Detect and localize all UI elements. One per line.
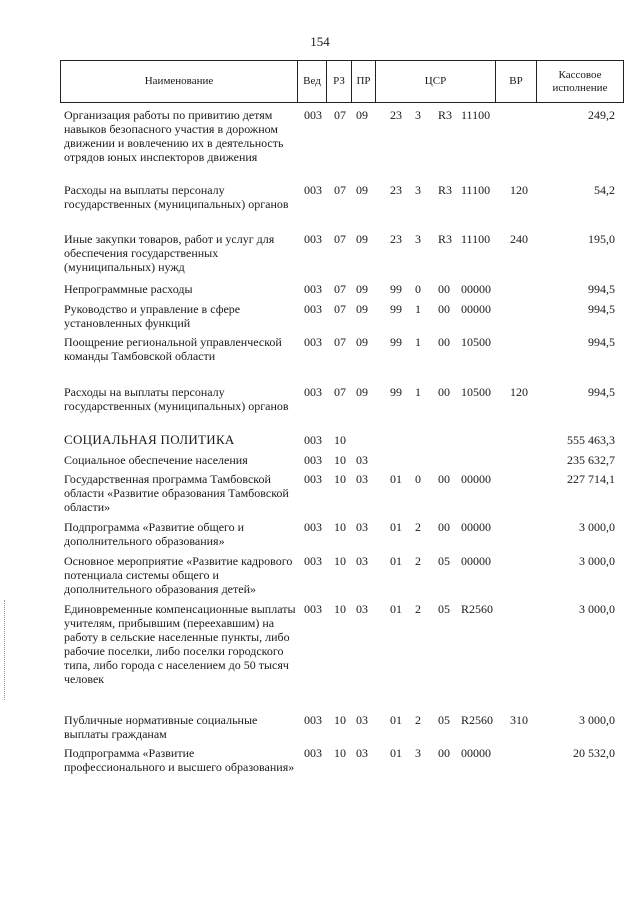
row-rz: 07 bbox=[334, 183, 346, 197]
row-n: 11100 bbox=[461, 183, 491, 197]
row-n: 00000 bbox=[461, 554, 491, 568]
row-amount: 3 000,0 bbox=[579, 713, 615, 727]
row-s: 2 bbox=[415, 520, 421, 534]
row-rz: 07 bbox=[334, 335, 346, 349]
row-pr: 09 bbox=[356, 282, 368, 296]
row-ved: 003 bbox=[304, 282, 322, 296]
row-p: 01 bbox=[390, 746, 402, 760]
row-pr: 09 bbox=[356, 232, 368, 246]
row-p: 01 bbox=[390, 472, 402, 486]
row-s: 1 bbox=[415, 302, 421, 316]
row-o: 00 bbox=[438, 335, 450, 349]
row-s: 0 bbox=[415, 472, 421, 486]
row-vr: 310 bbox=[510, 713, 528, 727]
row-amount: 235 632,7 bbox=[567, 453, 615, 467]
row-name: Публичные нормативные социальные выплаты гражданам bbox=[64, 713, 258, 741]
row-p: 99 bbox=[390, 335, 402, 349]
row-name: Основное мероприятие «Развитие кадрового потенциала системы общего и дополнительного образования детей» bbox=[64, 554, 293, 596]
row-rz: 10 bbox=[334, 713, 346, 727]
row-vr: 120 bbox=[510, 385, 528, 399]
row-o: 05 bbox=[438, 713, 450, 727]
page-number: 154 bbox=[310, 34, 330, 49]
row-ved: 003 bbox=[304, 232, 322, 246]
row-amount: 3 000,0 bbox=[579, 602, 615, 616]
row-o: R3 bbox=[438, 183, 453, 197]
row-rz: 10 bbox=[334, 746, 346, 760]
row-name: Поощрение региональной управленческой команды Тамбовской области bbox=[64, 335, 282, 363]
row-n: 00000 bbox=[461, 282, 491, 296]
header-amount: Кассовое исполнение bbox=[552, 68, 608, 94]
row-o: 05 bbox=[438, 554, 450, 568]
row-name: Государственная программа Тамбовской области «Развитие образования Тамбовской области» bbox=[64, 472, 289, 514]
row-vr: 240 bbox=[510, 232, 528, 246]
row-pr: 09 bbox=[356, 302, 368, 316]
row-s: 2 bbox=[415, 713, 421, 727]
row-rz: 07 bbox=[334, 108, 346, 122]
row-rz: 10 bbox=[334, 520, 346, 534]
row-name: Подпрограмма «Развитие общего и дополнительного образования» bbox=[64, 520, 245, 548]
row-name: Единовременные компенсационные выплаты учителям, прибывшим (переехавшим) на работу в сельские населенные пункты, либо рабочие поселки, либо поселки городского типа, либо города с населением до 50 тысяч человек bbox=[64, 602, 296, 686]
row-n: 00000 bbox=[461, 302, 491, 316]
row-pr: 03 bbox=[356, 602, 368, 616]
row-p: 99 bbox=[390, 282, 402, 296]
row-name: Расходы на выплаты персоналу государственных (муниципальных) органов bbox=[64, 385, 289, 413]
row-pr: 09 bbox=[356, 385, 368, 399]
row-amount: 994,5 bbox=[588, 282, 615, 296]
row-ved: 003 bbox=[304, 472, 322, 486]
row-s: 3 bbox=[415, 232, 421, 246]
row-name: Иные закупки товаров, работ и услуг для обеспечения государственных (муниципальных) нужд bbox=[64, 232, 275, 274]
row-o: 00 bbox=[438, 472, 450, 486]
row-s: 1 bbox=[415, 335, 421, 349]
header-pr: ПР bbox=[352, 61, 376, 102]
row-o: 00 bbox=[438, 746, 450, 760]
row-p: 23 bbox=[390, 232, 402, 246]
row-pr: 03 bbox=[356, 713, 368, 727]
row-s: 3 bbox=[415, 108, 421, 122]
row-p: 01 bbox=[390, 520, 402, 534]
row-ved: 003 bbox=[304, 183, 322, 197]
row-ved: 003 bbox=[304, 385, 322, 399]
row-n: 00000 bbox=[461, 746, 491, 760]
row-name: Руководство и управление в сфере установленных функций bbox=[64, 302, 241, 330]
row-rz: 10 bbox=[334, 433, 346, 447]
row-o: 00 bbox=[438, 520, 450, 534]
row-name: Подпрограмма «Развитие профессионального и высшего образования» bbox=[64, 746, 295, 774]
row-amount: 994,5 bbox=[588, 302, 615, 316]
row-p: 99 bbox=[390, 385, 402, 399]
row-name: Расходы на выплаты персоналу государственных (муниципальных) органов bbox=[64, 183, 289, 211]
row-n: R2560 bbox=[461, 713, 494, 727]
row-pr: 09 bbox=[356, 183, 368, 197]
row-rz: 07 bbox=[334, 232, 346, 246]
table-header bbox=[60, 60, 624, 103]
row-pr: 09 bbox=[356, 108, 368, 122]
header-ved: Вед bbox=[298, 61, 327, 102]
row-p: 01 bbox=[390, 713, 402, 727]
row-s: 1 bbox=[415, 385, 421, 399]
row-pr: 03 bbox=[356, 453, 368, 467]
row-s: 3 bbox=[415, 746, 421, 760]
row-name: Социальное обеспечение населения bbox=[64, 453, 248, 467]
header-name: Наименование bbox=[61, 61, 298, 102]
row-pr: 03 bbox=[356, 520, 368, 534]
row-rz: 07 bbox=[334, 282, 346, 296]
row-p: 23 bbox=[390, 108, 402, 122]
row-pr: 03 bbox=[356, 746, 368, 760]
row-amount: 3 000,0 bbox=[579, 520, 615, 534]
margin-mark bbox=[4, 600, 6, 700]
row-o: R3 bbox=[438, 232, 453, 246]
row-n: 11100 bbox=[461, 232, 491, 246]
row-amount: 20 532,0 bbox=[573, 746, 615, 760]
row-ved: 003 bbox=[304, 602, 322, 616]
row-rz: 10 bbox=[334, 554, 346, 568]
row-ved: 003 bbox=[304, 433, 322, 447]
row-p: 99 bbox=[390, 302, 402, 316]
row-ved: 003 bbox=[304, 302, 322, 316]
row-amount: 249,2 bbox=[588, 108, 615, 122]
row-amount: 994,5 bbox=[588, 385, 615, 399]
row-s: 2 bbox=[415, 602, 421, 616]
row-s: 2 bbox=[415, 554, 421, 568]
row-name: СОЦИАЛЬНАЯ ПОЛИТИКА bbox=[64, 432, 235, 447]
row-n: R2560 bbox=[461, 602, 494, 616]
row-ved: 003 bbox=[304, 746, 322, 760]
row-o: 00 bbox=[438, 282, 450, 296]
row-n: 11100 bbox=[461, 108, 491, 122]
header-csr: ЦСР bbox=[376, 61, 496, 102]
row-s: 0 bbox=[415, 282, 421, 296]
row-rz: 07 bbox=[334, 385, 346, 399]
row-amount: 994,5 bbox=[588, 335, 615, 349]
row-n: 00000 bbox=[461, 472, 491, 486]
header-vr: ВР bbox=[496, 61, 537, 102]
row-rz: 10 bbox=[334, 453, 346, 467]
row-name: Непрограммные расходы bbox=[64, 282, 193, 296]
row-s: 3 bbox=[415, 183, 421, 197]
row-n: 00000 bbox=[461, 520, 491, 534]
row-p: 01 bbox=[390, 602, 402, 616]
row-n: 10500 bbox=[461, 385, 491, 399]
row-pr: 03 bbox=[356, 554, 368, 568]
row-o: 05 bbox=[438, 602, 450, 616]
row-amount: 54,2 bbox=[594, 183, 615, 197]
row-pr: 09 bbox=[356, 335, 368, 349]
row-pr: 03 bbox=[356, 472, 368, 486]
row-ved: 003 bbox=[304, 554, 322, 568]
row-o: R3 bbox=[438, 108, 453, 122]
row-ved: 003 bbox=[304, 335, 322, 349]
row-amount: 3 000,0 bbox=[579, 554, 615, 568]
row-rz: 10 bbox=[334, 472, 346, 486]
row-name: Организация работы по привитию детям навыков безопасного участия в дорожном движении и вовлечению их в деятельность отрядов юных инспекторов движения bbox=[64, 108, 284, 164]
row-ved: 003 bbox=[304, 453, 322, 467]
row-vr: 120 bbox=[510, 183, 528, 197]
row-amount: 555 463,3 bbox=[567, 433, 615, 447]
row-ved: 003 bbox=[304, 713, 322, 727]
header-rz: РЗ bbox=[327, 61, 352, 102]
row-rz: 10 bbox=[334, 602, 346, 616]
row-o: 00 bbox=[438, 302, 450, 316]
row-p: 23 bbox=[390, 183, 402, 197]
row-ved: 003 bbox=[304, 108, 322, 122]
row-amount: 227 714,1 bbox=[567, 472, 615, 486]
row-rz: 07 bbox=[334, 302, 346, 316]
row-p: 01 bbox=[390, 554, 402, 568]
row-n: 10500 bbox=[461, 335, 491, 349]
row-ved: 003 bbox=[304, 520, 322, 534]
row-amount: 195,0 bbox=[588, 232, 615, 246]
row-o: 00 bbox=[438, 385, 450, 399]
